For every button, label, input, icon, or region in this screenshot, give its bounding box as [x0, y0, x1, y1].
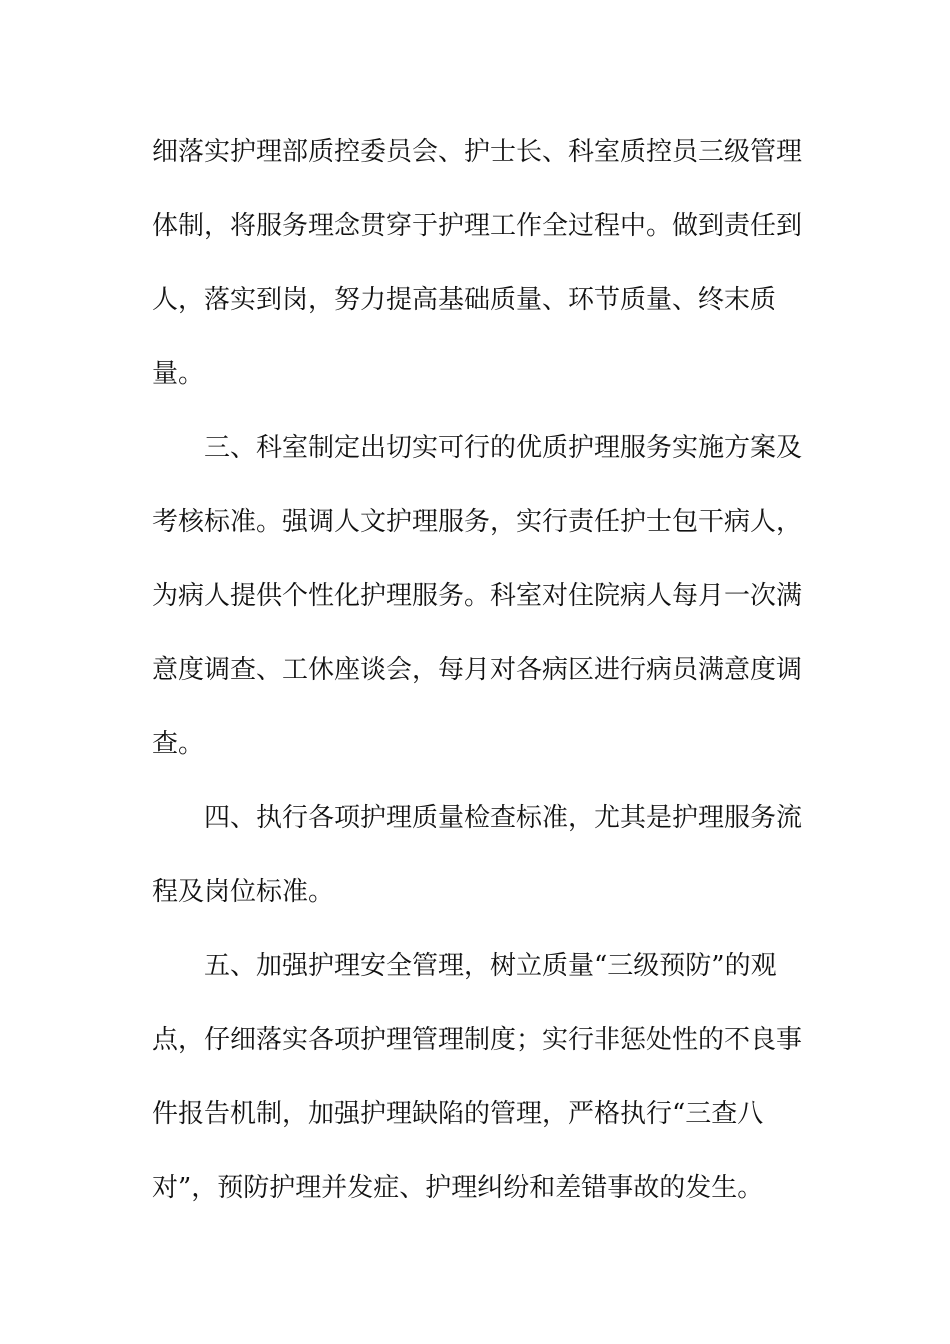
- text-line: 三、科室制定出切实可行的优质护理服务实施方案及: [204, 433, 803, 463]
- text-line: 程及岗位标准。: [152, 877, 335, 907]
- paragraph-three: [152, 411, 803, 781]
- text-line: 人，落实到岗，努力提高基础质量、环节质量、终末质: [152, 285, 777, 315]
- text-line: 对”，预防护理并发症、护理纠纷和差错事故的发生。: [152, 1173, 764, 1203]
- document-body: [152, 115, 803, 1225]
- paragraph-continuation: [152, 115, 803, 411]
- text-line: 五、加强护理安全管理，树立质量“三级预防”的观: [204, 951, 777, 981]
- text-line: 四、执行各项护理质量检查标准，尤其是护理服务流: [204, 803, 803, 833]
- text-line: 点，仔细落实各项护理管理制度；实行非惩处性的不良事: [152, 1025, 803, 1055]
- text-line: 体制，将服务理念贯穿于护理工作全过程中。做到责任到: [152, 211, 803, 241]
- text-line: 意度调查、工休座谈会，每月对各病区进行病员满意度调: [152, 655, 803, 685]
- text-line: 为病人提供个性化护理服务。科室对住院病人每月一次满: [152, 581, 803, 611]
- text-line: 查。: [152, 729, 205, 759]
- text-line: 考核标准。强调人文护理服务，实行责任护士包干病人，: [152, 507, 803, 537]
- paragraph-five: [152, 929, 803, 1225]
- text-line: 件报告机制，加强护理缺陷的管理，严格执行“三查八: [152, 1099, 764, 1129]
- paragraph-four: [152, 781, 803, 929]
- text-line: 量。: [152, 359, 205, 389]
- text-line: 细落实护理部质控委员会、护士长、科室质控员三级管理: [152, 137, 803, 167]
